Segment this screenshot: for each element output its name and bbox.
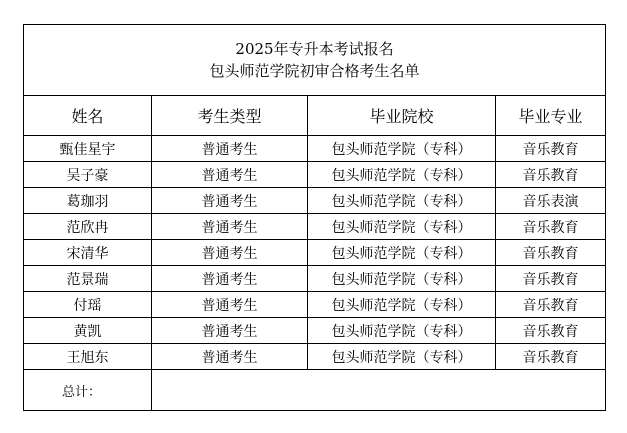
cell-name: 范欣冉: [24, 214, 152, 240]
table-row: [24, 240, 606, 266]
cell-name: 宋清华: [24, 240, 152, 266]
table-row: [24, 214, 606, 240]
cell-type: 普通考生: [152, 188, 308, 214]
cell-name: 付瑶: [24, 292, 152, 318]
cell-major: 音乐教育: [496, 240, 606, 266]
cell-name: 范景瑞: [24, 266, 152, 292]
cell-school: 包头师范学院（专科）: [308, 136, 496, 162]
cell-type: 普通考生: [152, 318, 308, 344]
cell-school: 包头师范学院（专科）: [308, 188, 496, 214]
total-row: [24, 370, 606, 411]
cell-major: 音乐教育: [496, 344, 606, 370]
total-value-cell: [152, 370, 606, 411]
table-row: [24, 292, 606, 318]
cell-type: 普通考生: [152, 162, 308, 188]
title-line-2: 包头师范学院初审合格考生名单: [209, 62, 420, 80]
cell-major: 音乐教育: [496, 162, 606, 188]
cell-type: 普通考生: [152, 344, 308, 370]
table-row: [24, 162, 606, 188]
total-label: 总计：: [24, 370, 152, 411]
table-row: [24, 188, 606, 214]
cell-school: 包头师范学院（专科）: [308, 318, 496, 344]
cell-name: 吴子豪: [24, 162, 152, 188]
cell-name: 甄佳星宇: [24, 136, 152, 162]
table-row: [24, 318, 606, 344]
table-row: [24, 266, 606, 292]
cell-major: 音乐教育: [496, 266, 606, 292]
cell-major: 音乐教育: [496, 318, 606, 344]
cell-name: 葛珈羽: [24, 188, 152, 214]
column-header-name: 姓名: [24, 96, 152, 136]
cell-type: 普通考生: [152, 240, 308, 266]
cell-type: 普通考生: [152, 214, 308, 240]
cell-type: 普通考生: [152, 266, 308, 292]
candidate-table: [23, 24, 606, 411]
cell-major: 音乐教育: [496, 136, 606, 162]
cell-school: 包头师范学院（专科）: [308, 266, 496, 292]
cell-major: 音乐表演: [496, 188, 606, 214]
cell-type: 普通考生: [152, 292, 308, 318]
cell-school: 包头师范学院（专科）: [308, 240, 496, 266]
cell-major: 音乐教育: [496, 214, 606, 240]
header-row: [24, 96, 606, 136]
cell-school: 包头师范学院（专科）: [308, 344, 496, 370]
cell-name: 黄凯: [24, 318, 152, 344]
cell-school: 包头师范学院（专科）: [308, 214, 496, 240]
column-header-type: 考生类型: [152, 96, 308, 136]
cell-school: 包头师范学院（专科）: [308, 292, 496, 318]
cell-major: 音乐教育: [496, 292, 606, 318]
table-title: [24, 25, 606, 96]
table-row: [24, 344, 606, 370]
cell-type: 普通考生: [152, 136, 308, 162]
table-row: [24, 136, 606, 162]
cell-name: 王旭东: [24, 344, 152, 370]
cell-school: 包头师范学院（专科）: [308, 162, 496, 188]
title-line-1: 2025年专升本考试报名: [235, 40, 394, 58]
column-header-school: 毕业院校: [308, 96, 496, 136]
column-header-major: 毕业专业: [496, 96, 606, 136]
title-row: [24, 25, 606, 96]
